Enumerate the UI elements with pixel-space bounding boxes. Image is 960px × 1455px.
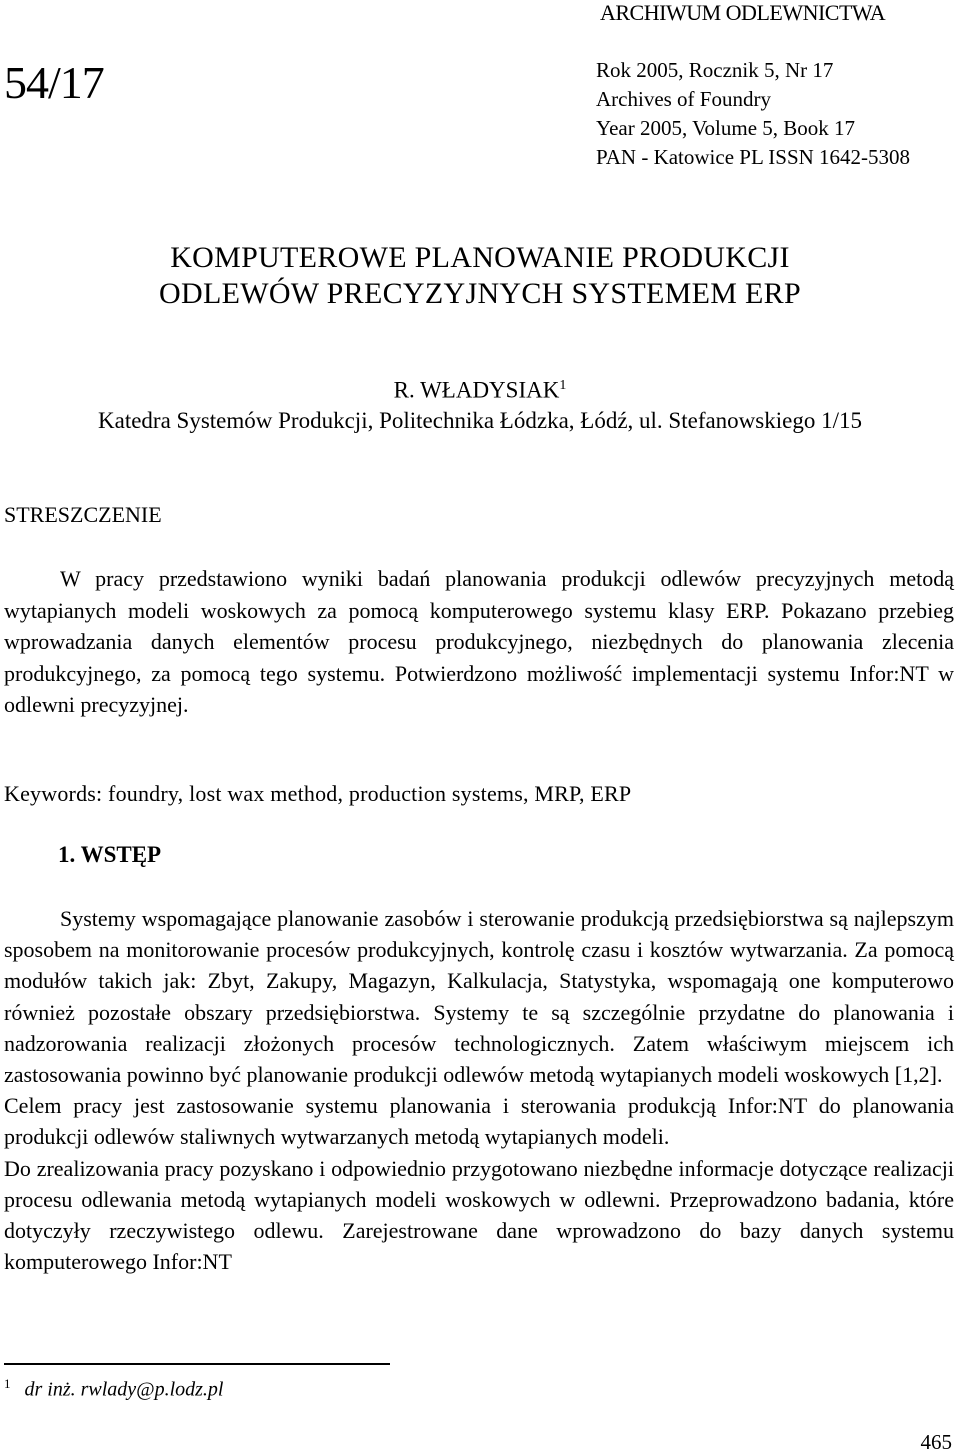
footnote-mark: 1	[4, 1376, 11, 1391]
title-line-1: KOMPUTEROWE PLANOWANIE PRODUKCJI	[170, 241, 790, 274]
journal-name: ARCHIWUM ODLEWNICTWA	[600, 0, 886, 25]
meta-line: Year 2005, Volume 5, Book 17	[596, 116, 856, 140]
page-number: 465	[920, 1430, 952, 1454]
article-number: 54/17	[4, 57, 104, 108]
paper-title	[0, 240, 960, 312]
author-line	[0, 371, 960, 406]
body-paragraph: Systemy wspomagające planowanie zasobów i sterowanie produkcją przedsiębiorstwa są najlepszym sposobem na monitorowanie procesów produkcyjnych, kontrolę czasu i kosztów wytwarzania. Za pomocą modułów takich jak: Zbyt, Zakupy, Magazyn, Kalkulacja, Statystyka, wspomagają one komputerowo również pozostałe obszary przedsiębiorstwa. Systemy te są szczególnie przydatne do planowania i nadzorowania realizacji złożonych procesów technologicznych. Zatem właściwym miejscem ich zastosowania powinno być planowanie produkcji odlewów metodą wytapianych modeli woskowych [1,2].	[4, 906, 954, 1088]
body-paragraph: Celem pracy jest zastosowanie systemu planowania i sterowania produkcją Infor:NT do planowania produkcji odlewów staliwnych wytwarzanych metodą wytapianych modeli.	[4, 1093, 954, 1150]
section-body	[4, 903, 954, 1277]
author-affiliation: Katedra Systemów Produkcji, Politechnika Łódzka, Łódź, ul. Stefanowskiego 1/15	[98, 407, 862, 433]
abstract-heading: STRESZCZENIE	[4, 502, 162, 527]
abstract-text: W pracy przedstawiono wyniki badań planowania produkcji odlewów precyzyjnych metodą wytapianych modeli woskowych za pomocą komputerowego systemu klasy ERP. Pokazano przebieg wprowadzania danych elementów procesu produkcyjnego, niezbędnych do planowania zlecenia produkcyjnego, za pomocą tego systemu. Potwierdzono możliwość implementacji systemu Infor:NT w odlewni precyzyjnej.	[4, 566, 954, 717]
author-block	[0, 371, 960, 436]
meta-line: Archives of Foundry	[596, 87, 771, 111]
title-line-2: ODLEWÓW PRECYZYJNYCH SYSTEMEM ERP	[159, 277, 801, 310]
footnote	[4, 1376, 223, 1402]
publication-meta	[596, 56, 910, 172]
footnote-divider	[4, 1363, 390, 1365]
author-name: R. WŁADYSIAK	[393, 377, 560, 403]
body-paragraph: Do zrealizowania pracy pozyskano i odpowiednio przygotowano niezbędne informacje dotyczące realizacji procesu odlewania metodą wytapianych modeli woskowych w odlewni. Przeprowadzono badania, które dotyczyły rzeczywistego odlewu. Zarejestrowane dane wprowadzono do bazy danych systemu komputerowego Infor:NT	[4, 1155, 954, 1275]
meta-line: PAN - Katowice PL ISSN 1642-5308	[596, 145, 911, 169]
section-heading: 1. WSTĘP	[58, 842, 162, 867]
keywords: Keywords: foundry, lost wax method, production systems, MRP, ERP	[4, 781, 632, 806]
meta-line: Rok 2005, Rocznik 5, Nr 17	[596, 58, 834, 82]
footnote-text: dr inż. rwlady@p.lodz.pl	[24, 1378, 224, 1401]
author-footnote-mark: 1	[559, 378, 567, 393]
